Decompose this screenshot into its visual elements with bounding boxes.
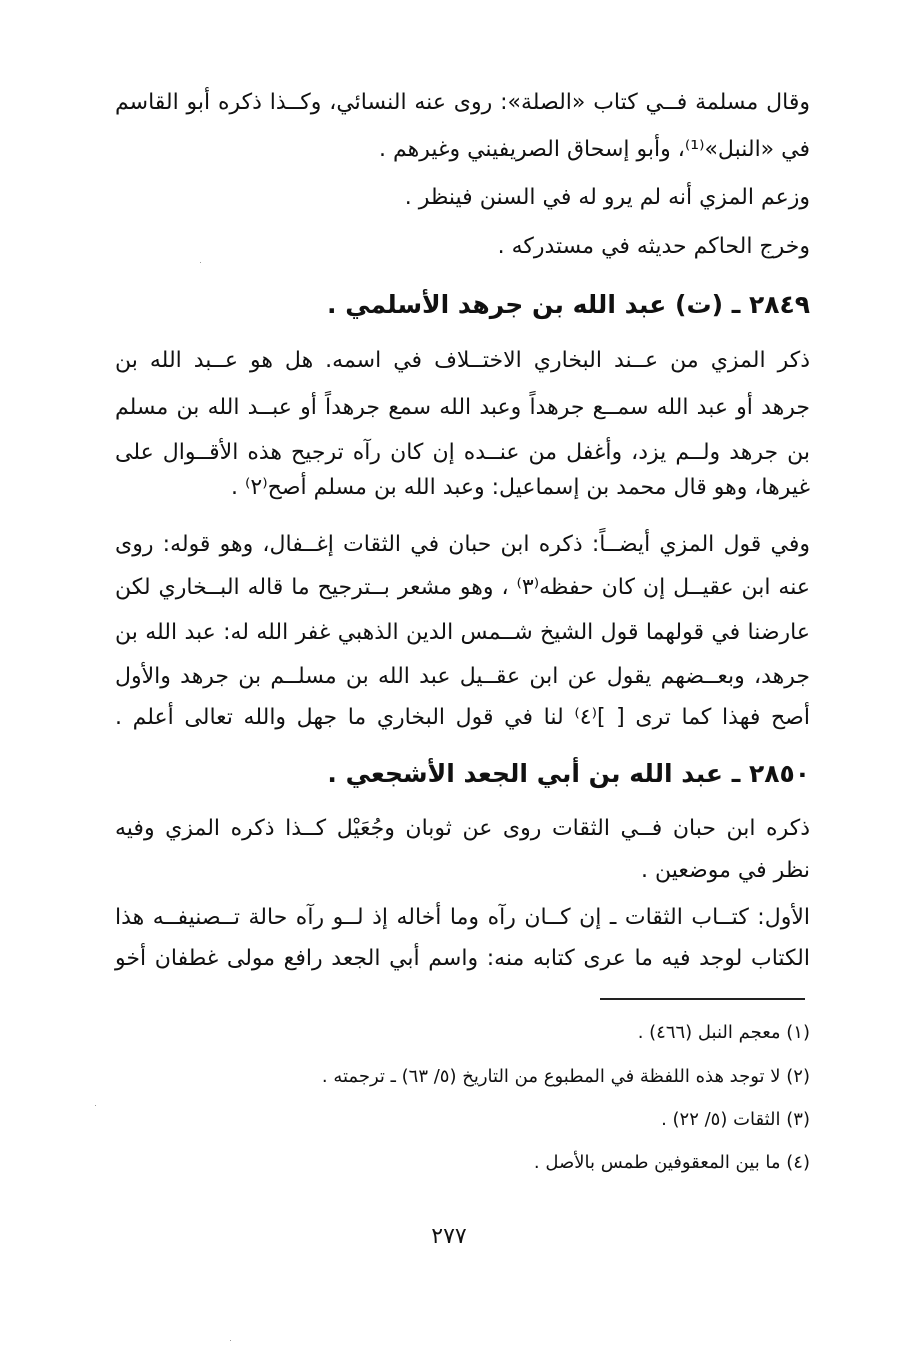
entry-heading-2850: ٢٨٥٠ ـ عبد الله بن أبي الجعد الأشجعي .	[327, 759, 810, 788]
footnote-3: (٣) الثقات (٥/ ٢٢) .	[661, 1109, 810, 1130]
body-line-17: الكتاب لوجد فيه ما عرى كتابه منه: واسم أبي الجعد رافع مولى غطفان أخو	[115, 946, 810, 971]
body-line-16: الأول: كتــاب الثقات ـ إن كــان رآه وما أخاله إذ لــو رآه حالة تــصنيفــه هذا	[115, 905, 810, 930]
entry-heading-2849: ٢٨٤٩ ـ (ت) عبد الله بن جرهد الأسلمي .	[327, 290, 810, 319]
scan-speck	[230, 1340, 231, 1341]
page-number: ٢٧٧	[431, 1224, 467, 1249]
body-line-7: بن جرهد ولــم يزد، وأغفل من عنــده إن كان رآه ترجيح هذه الأقــوال على	[115, 440, 810, 465]
body-line-9: وفي قول المزي أيضــاً: ذكره ابن حبان في الثقات إغــفال، وهو قوله: روى	[115, 532, 810, 557]
footnote-2: (٢) لا توجد هذه اللفظة في المطبوع من التاريخ (٥/ ٦٣) ـ ترجمته .	[321, 1066, 810, 1087]
body-line-2: في «النبل»⁽¹⁾، وأبو إسحاق الصريفيني وغيرهم .	[378, 137, 810, 162]
body-line-1: وقال مسلمة فــي كتاب «الصلة»: روى عنه النسائي، وكــذا ذكره أبو القاسم	[115, 90, 810, 115]
body-line-15: نظر في موضعين .	[641, 858, 810, 883]
body-line-11: عارضنا في قولهما قول الشيخ شــمس الدين الذهبي غفر الله له: عبد الله بن	[115, 620, 810, 645]
body-line-3: وزعم المزي أنه لم يرو له في السنن فينظر .	[404, 185, 810, 210]
scan-speck	[200, 262, 201, 263]
body-line-5: ذكر المزي من عــند البخاري الاختــلاف في اسمه. هل هو عــبد الله بن	[115, 348, 810, 373]
footnote-4: (٤) ما بين المعقوفين طمس بالأصل .	[533, 1152, 810, 1173]
body-line-12: جرهد، وبعــضهم يقول عن ابن عقــيل عبد الله بن مسلــم بن جرهد والأول	[115, 664, 810, 689]
body-line-4: وخرج الحاكم حديثه في مستدركه .	[497, 234, 810, 259]
scan-speck	[95, 1105, 96, 1106]
body-line-10: عنه ابن عقيــل إن كان حفظه⁽٣⁾ ، وهو مشعر بــترجيح ما قاله البــخاري لكن	[115, 575, 810, 600]
body-line-6: جرهد أو عبد الله سمــع جرهداً وعبد الله سمع جرهداً أو عبــد الله بن مسلم	[115, 395, 810, 420]
body-line-14: ذكره ابن حبان فــي الثقات روى عن ثوبان وجُعَيْل كــذا ذكره المزي وفيه	[115, 816, 810, 841]
body-line-8: غيرها، وهو قال محمد بن إسماعيل: وعبد الله بن مسلم أصح⁽٢⁾ .	[231, 475, 810, 500]
footnote-separator	[600, 998, 805, 1000]
footnote-1: (١) معجم النبل (٤٦٦) .	[637, 1022, 810, 1043]
body-line-13: أصح فهذا كما ترى [ ]⁽٤⁾ لنا في قول البخاري ما جهل والله تعالى أعلم .	[115, 705, 810, 730]
